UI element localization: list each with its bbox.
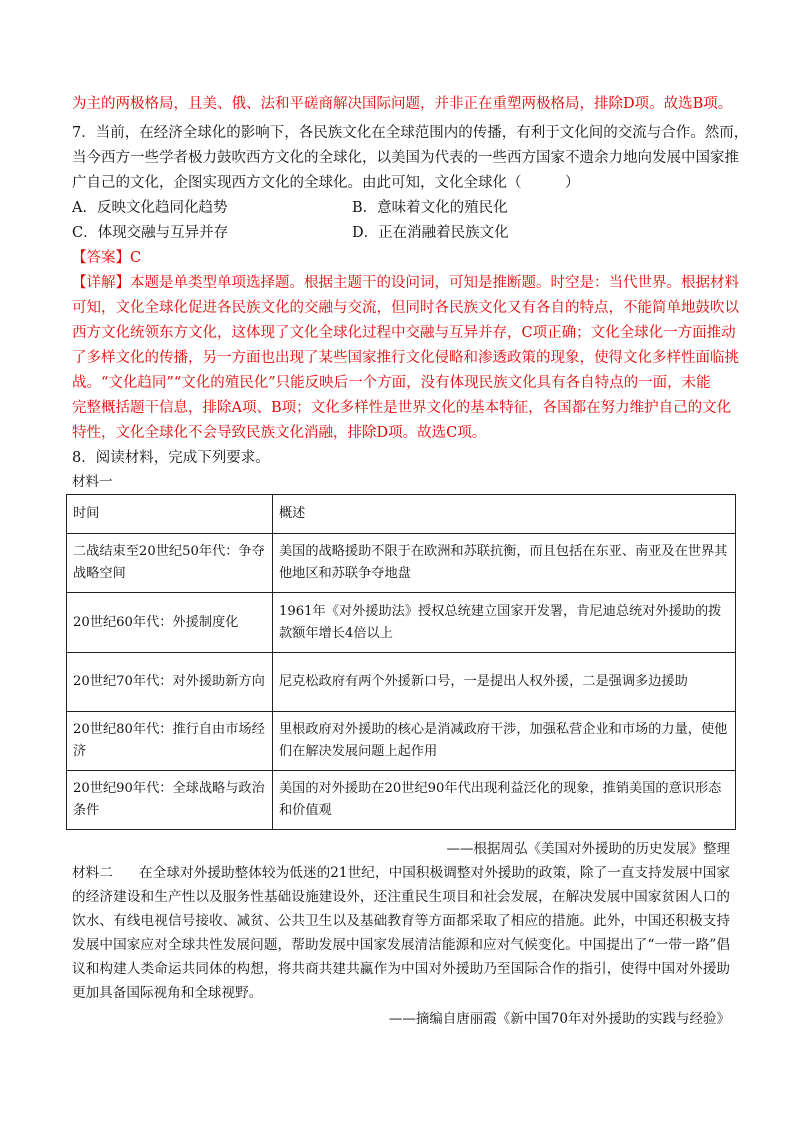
table-cell-period: 20世纪60年代：外援制度化	[67, 593, 273, 653]
q7-option-c: C．体现交融与互异并存	[72, 225, 229, 241]
material1-label: 材料一	[72, 474, 113, 490]
table-cell-period: 20世纪90年代：全球战略与政治条件	[67, 771, 273, 830]
q7-option-d: D．正在消融着民族文化	[352, 225, 509, 241]
q7-detail-line-6: 完整概括题干信息，排除A项、B项；文化多样性是世界文化的基本特征，各国都在努力维护自己的文化	[72, 400, 732, 416]
q7-detail-line-2: 可知，文化全球化促进各民族文化的交融与交流，但同时各民族文化又有各自的特点，不能简单地鼓吹以	[72, 300, 739, 316]
previous-explanation-tail: 为主的两极格局，且美、俄、法和平磋商解决国际问题，并非正在重塑两极格局，排除D项。故选B项。	[72, 96, 733, 112]
q7-stem-line-1: 7．当前，在经济全球化的影响下，各民族文化在全球范围内的传播，有利于文化间的交流与合作。然而，	[72, 125, 749, 141]
q7-option-a: A．反映文化趋同化趋势	[72, 200, 228, 216]
q7-detail-line-5: 战。“文化趋同”“文化的殖民化”只能反映后一个方面，没有体现民族文化具有各自特点的一面，未能	[72, 375, 711, 391]
material1-source: ——根据周弘《美国对外援助的历史发展》整理	[446, 841, 730, 857]
q7-detail-line-7: 特性，文化全球化不会导致民族文化消融，排除D项。故选C项。	[72, 425, 487, 441]
material2-label: 材料二	[72, 865, 113, 881]
aid-history-table	[66, 494, 736, 830]
table-row	[67, 534, 736, 593]
material2-source: ——摘编自唐丽霞《新中国70年对外援助的实践与经验》	[388, 1011, 730, 1027]
q8-stem: 8．阅读材料，完成下列要求。	[72, 450, 270, 466]
material2-block	[72, 861, 730, 1005]
answer-value: C	[130, 250, 142, 266]
table-cell-summary: 里根政府对外援助的核心是消减政府干涉，加强私营企业和市场的力量，使他们在解决发展问题上起作用	[273, 712, 736, 771]
q7-detail-line-3: 西方文化统领东方文化，这体现了文化全球化过程中交融与互异并存，C项正确；文化全球化一方面推动	[72, 325, 736, 341]
q7-detail-line-1	[72, 273, 739, 293]
q7-answer	[72, 248, 732, 268]
q7-detail-line-4: 了多样文化的传播，另一方面也出现了某些国家推行文化侵略和渗透政策的现象，使得文化多样性面临挑	[72, 350, 739, 366]
table-cell-period: 20世纪80年代：推行自由市场经济	[67, 712, 273, 771]
table-header-row	[67, 495, 736, 534]
table-header-summary: 概述	[273, 495, 736, 534]
material2-text: 在全球对外援助整体较为低迷的21世纪，中国积极调整对外援助的政策，除了一直支持发展中国家的经济建设和生产性以及服务性基础设施建设外，还注重民生项目和社会发展，在解决发展中国家贫困人口的饮水、有线电视信号接收、减贫、公共卫生以及基础教育等方面都采取了相应的措施。此外，中国还积极支持发展中国家应对全球共性发展问题，帮助发展中国家发展清洁能源和应对气候变化。中国提出了“一带一路”倡议和构建人类命运共同体的构想，将共商共建共赢作为中国对外援助乃至国际合作的指引，使得中国对外援助更加具备国际视角和全球视野。	[72, 865, 731, 1001]
q7-option-b: B．意味着文化的殖民化	[352, 200, 508, 216]
table-row	[67, 771, 736, 830]
table-cell-summary: 尼克松政府有两个外援新口号，一是提出人权外援，二是强调多边援助	[273, 653, 736, 712]
table-header-time: 时间	[67, 495, 273, 534]
table-row	[67, 593, 736, 653]
detail-text: 本题是单类型单项选择题。根据主题干的设问词，可知是推断题。时空是：当代世界。根据材料	[130, 275, 739, 291]
table-row	[67, 653, 736, 712]
table-cell-summary: 美国的战略援助不限于在欧洲和苏联抗衡，而且包括在东亚、南亚及在世界其他地区和苏联争夺地盘	[273, 534, 736, 593]
table-row	[67, 712, 736, 771]
table-cell-summary: 美国的对外援助在20世纪90年代出现利益泛化的现象，推销美国的意识形态和价值观	[273, 771, 736, 830]
q7-stem-line-2: 当今西方一些学者极力鼓吹西方文化的全球化，以美国为代表的一些西方国家不遗余力地向发展中国家推	[72, 150, 739, 166]
table-cell-summary: 1961年《对外援助法》授权总统建立国家开发署，肯尼迪总统对外援助的拨款额年增长4倍以上	[273, 593, 736, 653]
table-cell-period: 二战结束至20世纪50年代：争夺战略空间	[67, 534, 273, 593]
answer-tag: 【答案】	[72, 250, 130, 266]
q7-stem-line-3: 广自己的文化，企图实现西方文化的全球化。由此可知，文化全球化（ ）	[72, 175, 580, 191]
detail-tag: 【详解】	[72, 275, 130, 291]
table-cell-period: 20世纪70年代：对外援助新方向	[67, 653, 273, 712]
